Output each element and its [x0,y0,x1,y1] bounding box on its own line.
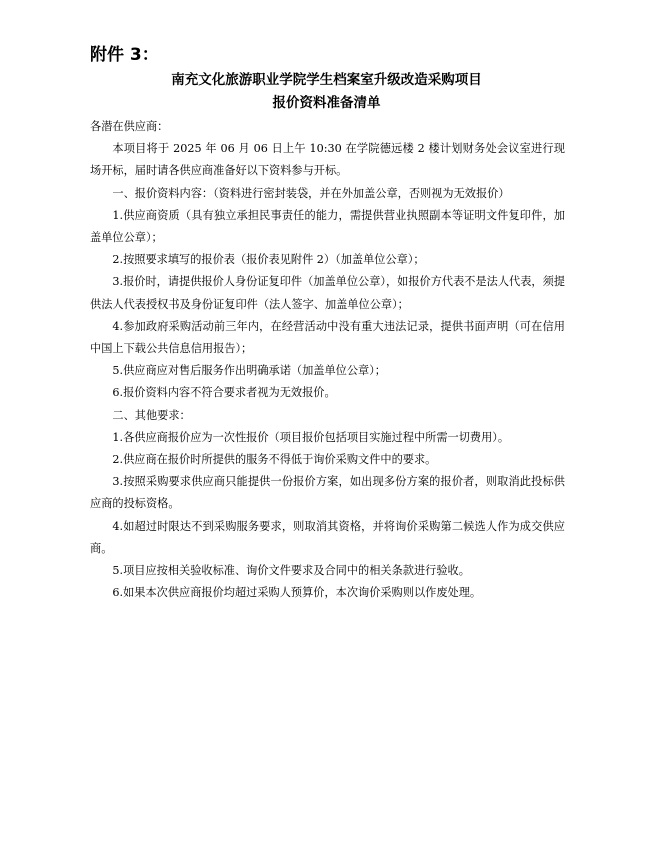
section1-item-1: 1.供应商资质（具有独立承担民事责任的能力，需提供营业执照副本等证明文件复印件，加盖单位公章）； [90,208,565,245]
section1-item-4: 4.参加政府采购活动前三年内，在经营活动中没有重大违法记录，提供书面声明（可在信用中国上下载公共信息信用报告）； [90,319,565,356]
section2-item-6: 6.如果本次供应商报价均超过采购人预算价，本次询价采购则以作废处理。 [112,586,482,600]
greeting: 各潜在供应商： [90,120,169,133]
section2-item-2: 2.供应商在报价时所提供的服务不得低于询价采购文件中的要求。 [112,453,437,467]
document-body [90,116,565,604]
attachment-label: 附件 3： [90,45,159,65]
section2-item-3: 3.按照采购要求供应商只能提供一份报价方案，如出现多份方案的报价者，则取消此投标供应商的投标资格。 [90,475,565,511]
intro-paragraph: 本项目将于 2025 年 06 月 06 日上午 10:30 在学院德远楼 2 楼计划财务处会议室进行现场开标，届时请各供应商准备好以下资料参与开标。 [90,142,565,178]
section2-item-5: 5.项目应按相关验收标准、询价文件要求及合同中的相关条款进行验收。 [112,564,470,578]
section1-item-3: 3.报价时，请提供报价人身份证复印件（加盖单位公章），如报价方代表不是法人代表，须提供法人代表授权书及身份证复印件（法人签字、加盖单位公章）； [90,275,565,311]
section1-item-5: 5.供应商应对售后服务作出明确承诺（加盖单位公章）； [112,364,386,378]
section2-heading: 二、其他要求： [112,408,191,422]
section2-item-1: 1.各供应商报价应为一次性报价（项目报价包括项目实施过程中所需一切费用）。 [112,430,510,444]
section1-heading: 一、报价资料内容：（资料进行密封装袋，并在外加盖公章，否则视为无效报价） [112,186,510,200]
document-subtitle: 报价资料准备清单 [272,95,381,111]
section1-item-6: 6.报价资料内容不符合要求者视为无效报价。 [112,386,336,400]
section1-item-2: 2.按照要求填写的报价表（报价表见附件 2）（加盖单位公章）； [112,253,425,267]
section2-item-4: 4.如超过时限达不到采购服务要求，则取消其资格，并将询价采购第二候选人作为成交供应商。 [90,519,565,555]
document-title: 南充文化旅游职业学院学生档案室升级改造采购项目 [171,72,482,88]
